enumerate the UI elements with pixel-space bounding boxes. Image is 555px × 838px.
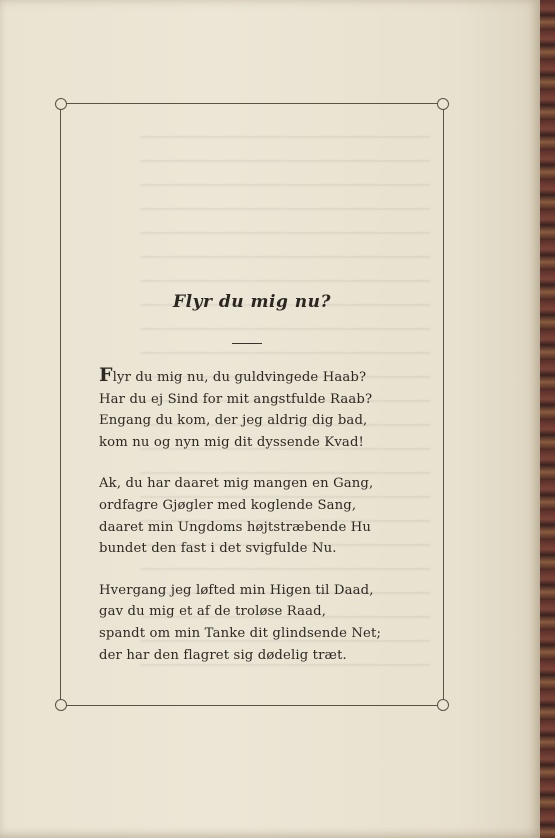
verse-line: Engang du kom, der jeg aldrig dig bad, — [99, 413, 368, 429]
poem-body — [99, 364, 399, 686]
verse-line: Har du ej Sind for mit angstfulde Raab? — [99, 391, 373, 407]
verse-line: gav du mig et af de troløse Raad, — [99, 604, 327, 620]
corner-ornament-top-left — [55, 98, 67, 110]
verse-line: Ak, du har daaret mig mangen en Gang, — [99, 476, 374, 492]
verse-line: ordfagre Gjøgler med koglende Sang, — [99, 497, 357, 513]
corner-ornament-top-right — [437, 98, 449, 110]
verse-line: Hvergang jeg løfted min Higen til Daad, — [99, 582, 374, 598]
title-rule — [232, 343, 262, 344]
stanza — [99, 473, 399, 559]
corner-ornament-bottom-left — [55, 699, 67, 711]
corner-ornament-bottom-right — [437, 699, 449, 711]
verse-line: der har den flagret sig dødelig træt. — [99, 647, 347, 663]
drop-cap-initial: F — [99, 364, 113, 386]
verse-line: bundet den fast i det svigfulde Nu. — [99, 541, 337, 557]
verse-line: daaret min Ungdoms højtstræbende Hu — [99, 519, 372, 535]
stanza — [99, 580, 399, 666]
stanza — [99, 364, 399, 453]
verse-line: spandt om min Tanke dit glindsende Net; — [99, 625, 382, 641]
verse-line — [99, 364, 399, 389]
verse-text: lyr du mig nu, du guldvingede Haab? — [112, 370, 367, 385]
verse-line: kom nu og nyn mig dit dyssende Kvad! — [99, 434, 364, 450]
book-binding-edge — [540, 0, 555, 838]
poem-title: Flyr du mig nu? — [173, 292, 331, 312]
